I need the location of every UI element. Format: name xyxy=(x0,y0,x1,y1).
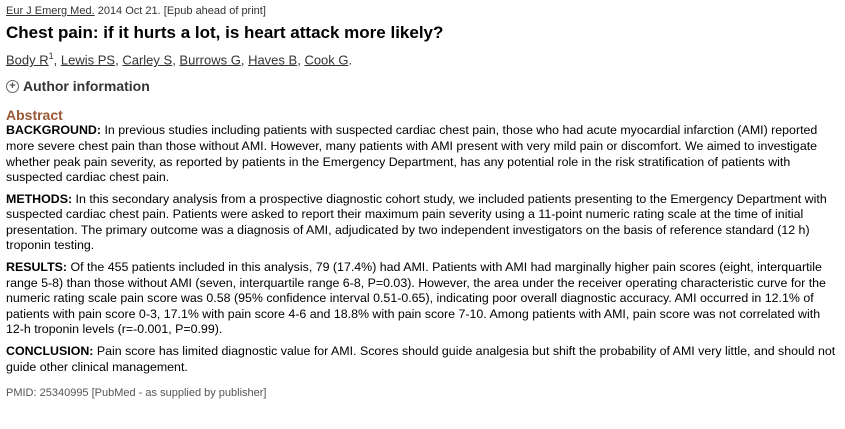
section-text: Of the 455 patients included in this analysis, 79 (17.4%) had AMI. Patients with AMI had marginally higher pain scores (eight, interquartile range 5-8) than those without AMI (seven, interquartile range 6-8, P=0.03). However, the area under the receiver operating characteristic curve for the numeric rating scale pain score was 0.58 (95% confidence interval 0.51-0.65), indicating poor overall diagnostic accuracy. AMI occurred in 12.1% of patients with pain score 0-3, 17.1% with pain score 4-6 and 18.8% with pain score 7-10. Among patients with AMI, pain score was not correlated with 12-h troponin levels (r=-0.001, P=0.99). xyxy=(6,260,826,337)
abstract-heading: Abstract xyxy=(6,107,63,124)
article-title: Chest pain: if it hurts a lot, is heart attack more likely? xyxy=(6,23,444,42)
abstract-conclusion xyxy=(6,344,837,375)
section-label: BACKGROUND: xyxy=(6,123,101,138)
journal-link[interactable]: Eur J Emerg Med. xyxy=(6,5,95,17)
section-text: In this secondary analysis from a prospective diagnostic cohort study, we included patients presenting to the Emergency Department with suspected cardiac chest pain. Patients were asked to report their maximum pain severity using a 11-point numeric rating scale at the time of initial presentation. The primary outcome was a diagnosis of AMI, adjudicated by two independent investigators on the basis of reference standard (12 h) troponin testing. xyxy=(6,191,827,253)
plus-circle-icon: + xyxy=(6,80,19,93)
section-text: Pain score has limited diagnostic value for AMI. Scores should guide analgesia but shift the probability of AMI very little, and should not guide other clinical management. xyxy=(6,344,836,374)
citation-status: [Epub ahead of print] xyxy=(163,5,266,17)
citation-date: 2014 Oct 21. xyxy=(97,5,161,17)
abstract-results xyxy=(6,260,837,338)
author-information-toggle[interactable] xyxy=(6,77,837,95)
author-link[interactable]: Lewis PS xyxy=(60,52,116,68)
citation-line xyxy=(6,5,837,18)
author-information-label: Author information xyxy=(23,78,150,95)
pmid-line: PMID: 25340995 [PubMed - as supplied by publisher] xyxy=(6,387,267,400)
affiliation-mark: 1 xyxy=(48,51,54,61)
author-link[interactable]: Burrows G xyxy=(179,52,241,68)
author-list: Body $R^1$, Lewis PS, Carley S, Burrows G, Haves B, Cook G. xyxy=(6,51,353,68)
abstract-background xyxy=(6,123,837,185)
author-link[interactable]: Body R xyxy=(6,52,49,68)
section-label: CONCLUSION: xyxy=(6,344,94,359)
section-label: RESULTS: xyxy=(6,260,68,275)
section-label: METHODS: xyxy=(6,191,73,206)
author-link[interactable]: Haves B xyxy=(248,52,298,68)
section-text: In previous studies including patients with suspected cardiac chest pain, those who had acute myocardial infarction (AMI) reported more severe chest pain than those without AMI. However, many patients with AMI present with very mild pain or discomfort. We aimed to investigate whether peak pain severity, as reported by patients in the Emergency Department, has any potential role in the risk stratification of patients with suspected cardiac chest pain. xyxy=(6,123,818,185)
author-link[interactable]: Carley S xyxy=(122,52,173,68)
abstract-methods xyxy=(6,192,837,254)
author-link[interactable]: Cook G xyxy=(304,52,349,68)
